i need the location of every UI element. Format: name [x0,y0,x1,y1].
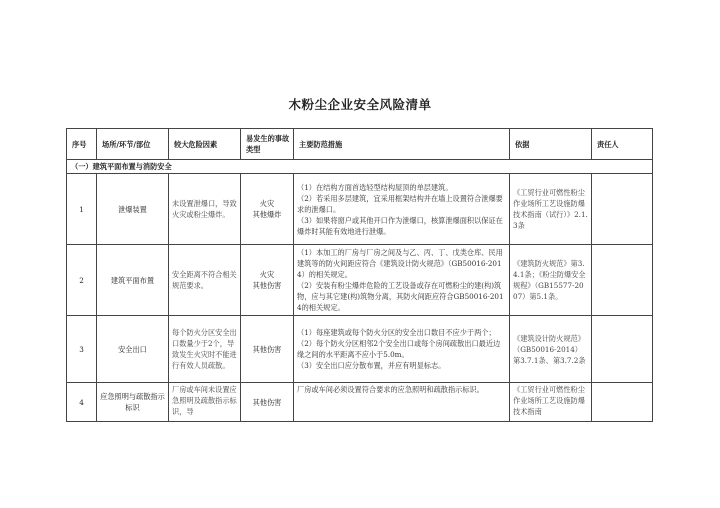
table-row [67,316,653,383]
measure-item: （3）安全出口应分散布置，并应有明显标志。 [297,361,446,370]
row-measures [294,245,510,316]
measure-item: （1）每座建筑或每个防火分区的安全出口数目不应少于两个； [297,328,496,337]
row-no: 1 [67,174,97,245]
accident-type-item: 其他爆炸 [252,210,282,219]
row-measures [294,174,510,245]
header-location: 场所/环节/部位 [97,129,169,160]
header-measures: 主要防范措施 [294,129,510,160]
header-owner: 责任人 [592,129,653,160]
header-hazard: 较大危险因素 [169,129,241,160]
row-location: 安全出口 [97,316,169,383]
header-row [67,129,653,160]
table-row [67,245,653,316]
risk-table [66,128,653,422]
row-owner [592,245,653,316]
measure-item: （1）本加工的厂房与厂房之间及与乙、丙、丁、戊类仓库、民用建筑等的防火间距应符合《建筑设计防火规范》（GB50016-2014）的相关规定。 [297,248,503,279]
row-no: 2 [67,245,97,316]
row-basis: 《建筑设计防火规范》（GB50016-2014）第3.7.1条、第3.7.2条 [510,316,592,383]
row-accident-type [241,316,294,383]
row-basis: 《工贸行业可燃性粉尘作业场所工艺设施防爆技术指南 [510,383,592,422]
section-row [67,160,653,174]
row-accident-type [241,383,294,422]
row-no: 4 [67,383,97,422]
measure-item: 厂房或车间必须设置符合要求的应急照明和疏散指示标识。 [297,385,484,394]
accident-type-item: 火灾 [259,199,275,208]
row-hazard: 安全距离不符合相关规范要求。 [169,245,241,316]
row-location: 泄爆装置 [97,174,169,245]
row-hazard: 厂房或车间未设置应急照明及疏散指示标识，导 [169,383,241,422]
header-basis: 依据 [510,129,592,160]
row-owner [592,316,653,383]
row-basis: 《工贸行业可燃性粉尘作业场所工艺设施防爆技术指南（试行）》2.1.3条 [510,174,592,245]
row-owner [592,383,653,422]
measure-item: （1）在结构方面首选轻型结构屋顶的单层建筑。 [297,182,453,192]
row-owner [592,174,653,245]
row-location: 应急照明与疏散指示标识 [97,383,169,422]
measure-item: （2）每个防火分区相邻2个安全出口或每个房间疏散出口最近边缘之间的水平距离不应小于5.0m。 [297,339,501,359]
page-title: 木粉尘企业安全风险清单 [288,97,432,112]
row-hazard: 每个防火分区安全出口数量少于2个，导致发生火灾时不能进行有效人员疏散。 [169,316,241,383]
measure-item: （2）若采用多层建筑，宜采用框架结构并在墙上设置符合泄爆要求的泄爆口。 [297,193,503,214]
table-row [67,174,653,245]
accident-type-item: 其他伤害 [252,397,282,407]
header-no: 序号 [67,129,97,160]
row-measures [294,383,510,422]
row-location: 建筑平面布置 [97,245,169,316]
accident-type-item: 火灾 [259,270,275,279]
row-measures [294,316,510,383]
table-row [67,383,653,422]
row-accident-type [241,245,294,316]
accident-type-item: 其他伤害 [252,344,282,354]
row-no: 3 [67,316,97,383]
header-accident-type: 易发生的事故类型 [241,129,294,160]
row-hazard: 未设置泄爆口，导致火灾或粉尘爆炸。 [169,174,241,245]
row-basis: 《建筑防火规范》第3.4.1条；《粉尘防爆安全规程》（GB15577-2007）第5.1条。 [510,245,592,316]
row-accident-type [241,174,294,245]
accident-type-item: 其他伤害 [252,281,282,290]
section-title: （一）建筑平面布置与消防安全 [67,160,653,174]
measure-item: （2）安装有粉尘爆炸危险的工艺设备或存在可燃粉尘的建(构)筑物，应与其它建(构)筑物分离，其防火间距应符合GB50016-2014的相关规定。 [297,281,504,312]
measure-item: （3）如果将窗户或其他开口作为泄爆口，核算泄爆面积以保证在爆炸时其能有效地进行泄爆。 [297,215,503,236]
